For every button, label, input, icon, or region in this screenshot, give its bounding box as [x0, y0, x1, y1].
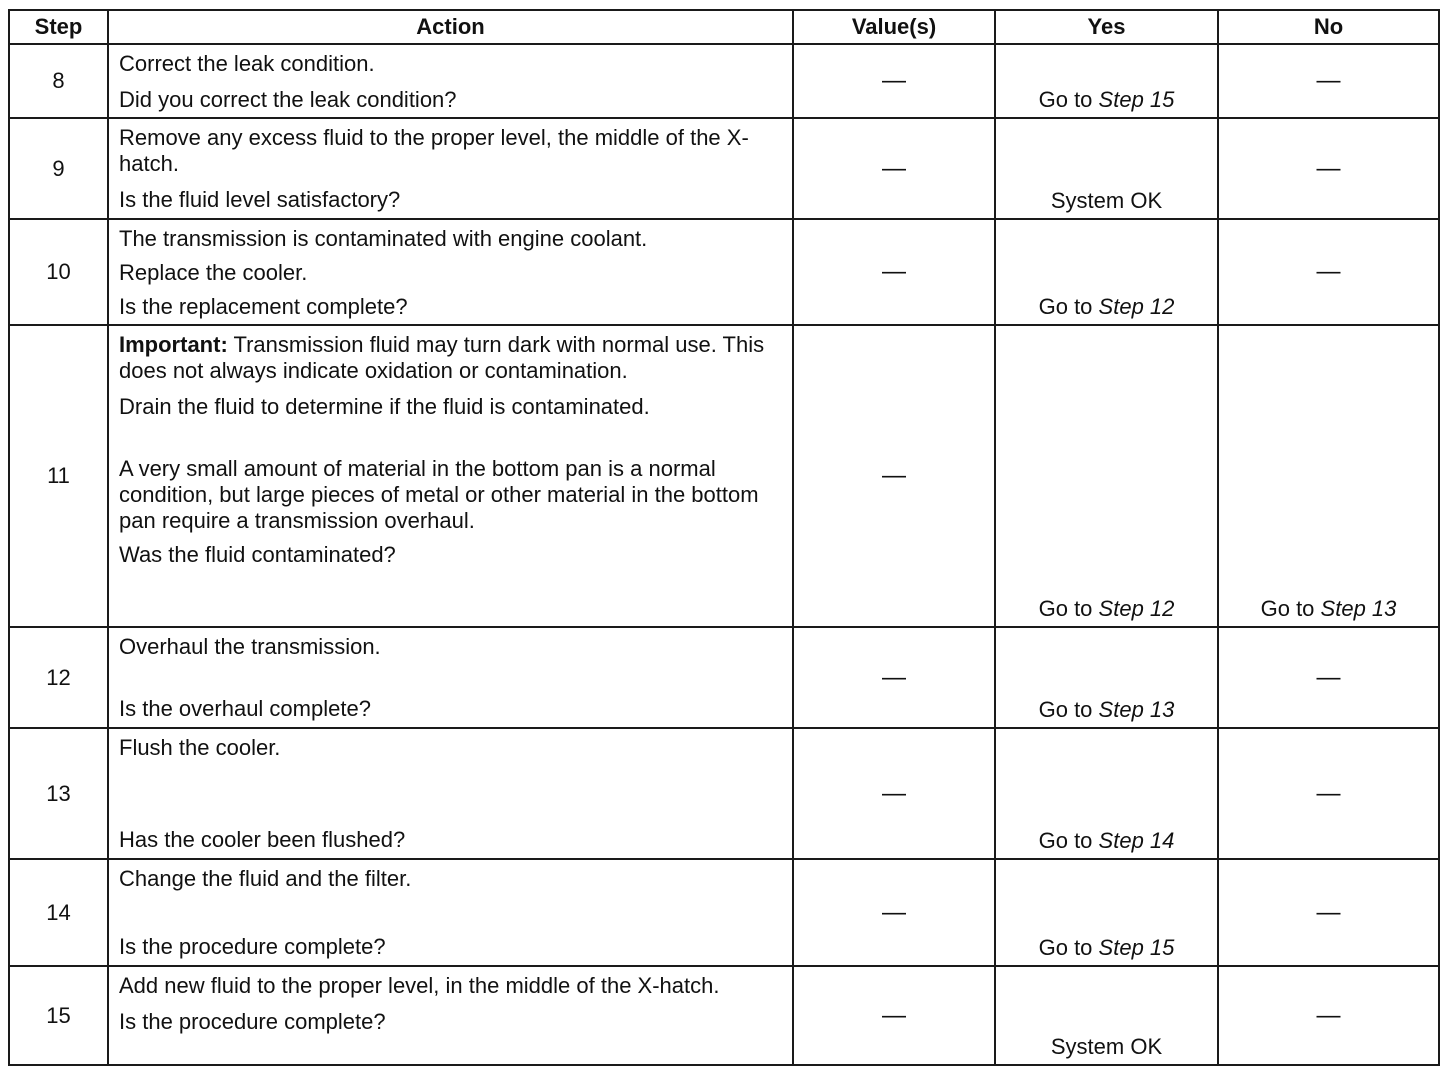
important-note	[119, 332, 782, 384]
action-line: Is the procedure complete?	[119, 934, 386, 959]
header-action: Action	[108, 10, 793, 44]
go-to-text: Go to	[1038, 935, 1093, 960]
no-cell	[1218, 325, 1439, 627]
table-row	[9, 627, 1439, 728]
table-row	[9, 219, 1439, 325]
step-number: 14	[9, 859, 108, 966]
action-line: The transmission is contaminated with engine coolant.	[119, 226, 648, 251]
yes-cell	[995, 44, 1218, 118]
action-line: Correct the leak condition.	[119, 51, 375, 76]
header-yes: Yes	[995, 10, 1218, 44]
yes-cell: System OK	[995, 966, 1218, 1065]
go-to-text: Go to	[1038, 87, 1093, 112]
yes-cell	[995, 325, 1218, 627]
action-line: Replace the cooler.	[119, 260, 308, 285]
important-text: Transmission fluid may turn dark with normal use. This does not always indicate oxidation or contamination.	[119, 332, 765, 383]
action-cell	[108, 859, 793, 966]
action-line: Drain the fluid to determine if the fluid is contaminated.	[119, 394, 650, 419]
go-to-text: Go to	[1038, 828, 1093, 853]
no-cell: —	[1218, 118, 1439, 219]
go-to-text: Go to	[1038, 697, 1093, 722]
table-row	[9, 728, 1439, 859]
action-line: Did you correct the leak condition?	[119, 87, 457, 112]
table-row	[9, 325, 1439, 627]
action-line: Remove any excess fluid to the proper level, the middle of the X-hatch.	[119, 125, 749, 176]
step-number: 12	[9, 627, 108, 728]
action-line: Is the overhaul complete?	[119, 696, 371, 721]
yes-cell	[995, 627, 1218, 728]
value-cell: —	[793, 728, 995, 859]
action-line: A very small amount of material in the bottom pan is a normal condition, but large pieces of metal or other material in the bottom pan require a transmission overhaul.	[119, 456, 759, 533]
step-number: 9	[9, 118, 108, 219]
table-row	[9, 44, 1439, 118]
action-line: Is the replacement complete?	[119, 294, 408, 319]
action-cell	[108, 118, 793, 219]
table-row	[9, 859, 1439, 966]
no-cell: —	[1218, 728, 1439, 859]
step-link: Step 13	[1098, 697, 1175, 722]
action-line: Overhaul the transmission.	[119, 634, 381, 659]
no-cell: —	[1218, 219, 1439, 325]
action-line: Is the fluid level satisfactory?	[119, 187, 401, 212]
value-cell: —	[793, 966, 995, 1065]
no-cell: —	[1218, 44, 1439, 118]
step-link: Step 12	[1098, 294, 1175, 319]
step-number: 8	[9, 44, 108, 118]
diagnostic-table	[8, 9, 1440, 1066]
step-number: 11	[9, 325, 108, 627]
value-cell: —	[793, 627, 995, 728]
step-number: 13	[9, 728, 108, 859]
no-cell: —	[1218, 966, 1439, 1065]
value-cell: —	[793, 219, 995, 325]
step-link: Step 12	[1098, 596, 1175, 621]
action-cell	[108, 219, 793, 325]
action-line: Add new fluid to the proper level, in the middle of the X-hatch.	[119, 973, 720, 998]
value-cell: —	[793, 325, 995, 627]
header-no: No	[1218, 10, 1439, 44]
important-label: Important:	[119, 332, 228, 357]
action-cell	[108, 325, 793, 627]
go-to-text: Go to	[1260, 596, 1315, 621]
step-link: Step 14	[1098, 828, 1175, 853]
action-line: Was the fluid contaminated?	[119, 542, 396, 567]
table-row	[9, 966, 1439, 1065]
step-number: 15	[9, 966, 108, 1065]
action-line: Flush the cooler.	[119, 735, 281, 760]
yes-cell	[995, 859, 1218, 966]
value-cell: —	[793, 859, 995, 966]
table-row	[9, 118, 1439, 219]
yes-cell: System OK	[995, 118, 1218, 219]
no-cell: —	[1218, 627, 1439, 728]
step-number: 10	[9, 219, 108, 325]
action-cell	[108, 966, 793, 1065]
value-cell: —	[793, 44, 995, 118]
header-values: Value(s)	[793, 10, 995, 44]
header-row	[9, 10, 1439, 44]
go-to-text: Go to	[1038, 596, 1093, 621]
step-link: Step 15	[1098, 935, 1175, 960]
yes-cell	[995, 219, 1218, 325]
value-cell: —	[793, 118, 995, 219]
action-cell	[108, 627, 793, 728]
header-step: Step	[9, 10, 108, 44]
go-to-text: Go to	[1038, 294, 1093, 319]
step-link: Step 13	[1320, 596, 1397, 621]
step-link: Step 15	[1098, 87, 1175, 112]
no-cell: —	[1218, 859, 1439, 966]
action-line: Is the procedure complete?	[119, 1009, 386, 1034]
action-line: Change the fluid and the filter.	[119, 866, 412, 891]
action-cell	[108, 44, 793, 118]
yes-cell	[995, 728, 1218, 859]
action-line: Has the cooler been flushed?	[119, 827, 406, 852]
action-cell	[108, 728, 793, 859]
